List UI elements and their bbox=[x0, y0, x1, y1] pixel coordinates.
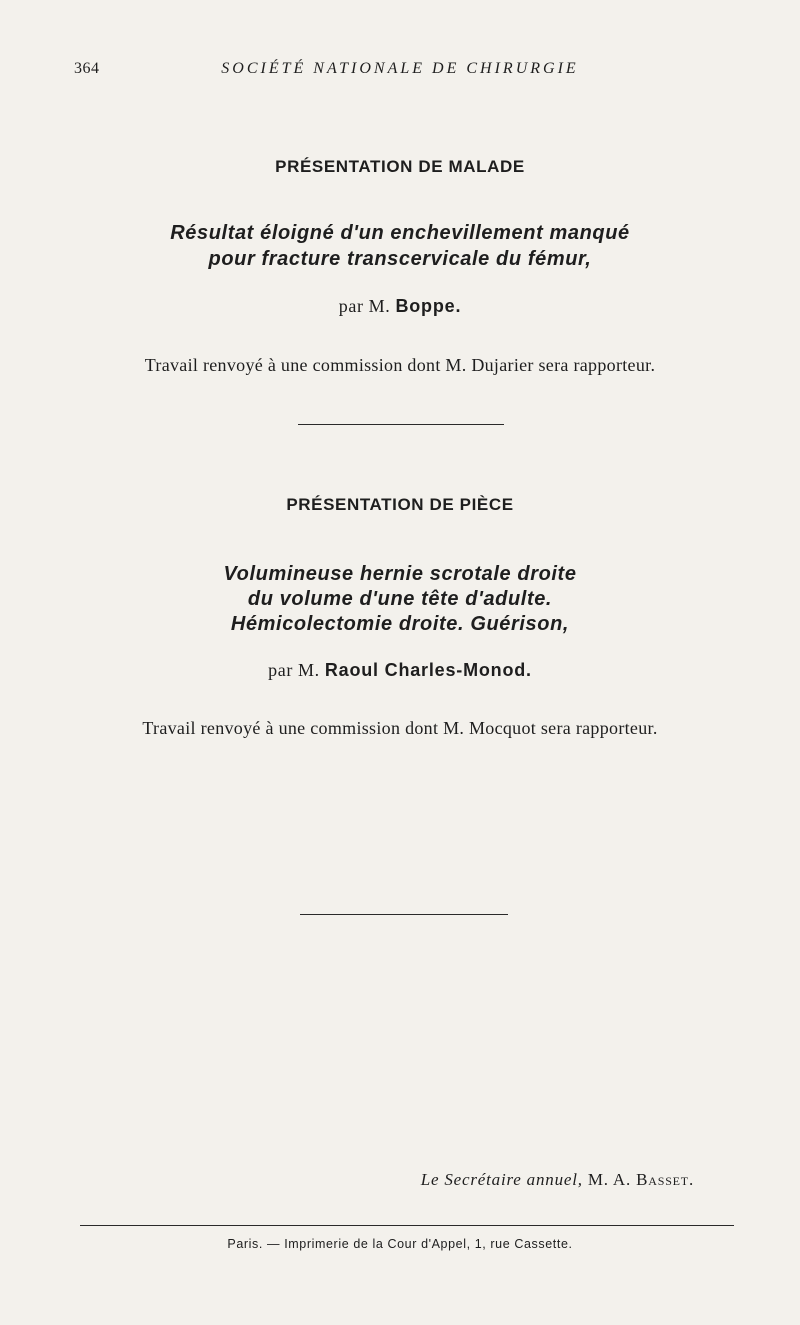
signature-role: Le Secrétaire annuel, bbox=[420, 1170, 583, 1189]
section-2-author: Raoul Charles-Monod. bbox=[324, 660, 532, 680]
section-1-heading: PRÉSENTATION DE MALADE bbox=[275, 157, 525, 176]
section-1-title-line-2: pour fracture transcervicale du fémur, bbox=[208, 248, 592, 270]
section-2-title-line-2: du volume d'une tête d'adulte. bbox=[247, 588, 553, 610]
section-divider-2 bbox=[300, 914, 508, 915]
section-2-note: Travail renvoyé à une commission dont M. Mocquot sera rapporteur. bbox=[142, 718, 658, 738]
signature-name: Basset. bbox=[636, 1170, 694, 1189]
section-2-heading: PRÉSENTATION DE PIÈCE bbox=[286, 495, 514, 514]
section-2-by-prefix: par M. bbox=[268, 660, 320, 680]
running-title: SOCIÉTÉ NATIONALE DE CHIRURGIE bbox=[221, 60, 579, 77]
section-2-title-line-3: Hémicolectomie droite. Guérison, bbox=[230, 613, 570, 635]
section-1-byline bbox=[0, 296, 800, 317]
section-divider-1 bbox=[298, 424, 504, 425]
section-1-title-line-1: Résultat éloigné d'un enchevillement manqué bbox=[170, 222, 630, 244]
section-1-author: Boppe. bbox=[395, 296, 462, 316]
section-1-note: Travail renvoyé à une commission dont M. Dujarier sera rapporteur. bbox=[144, 355, 656, 375]
section-1-by-prefix: par M. bbox=[338, 296, 391, 316]
imprint-line: Paris. — Imprimerie de la Cour d'Appel, 1, rue Cassette. bbox=[227, 1237, 573, 1251]
signature-name-prefix: M. A. bbox=[587, 1170, 632, 1189]
footer-rule bbox=[80, 1225, 734, 1226]
section-2-byline bbox=[0, 660, 800, 681]
page-number: 364 bbox=[74, 60, 100, 77]
section-2-title-line-1: Volumineuse hernie scrotale droite bbox=[223, 563, 577, 585]
signature bbox=[421, 1170, 694, 1190]
